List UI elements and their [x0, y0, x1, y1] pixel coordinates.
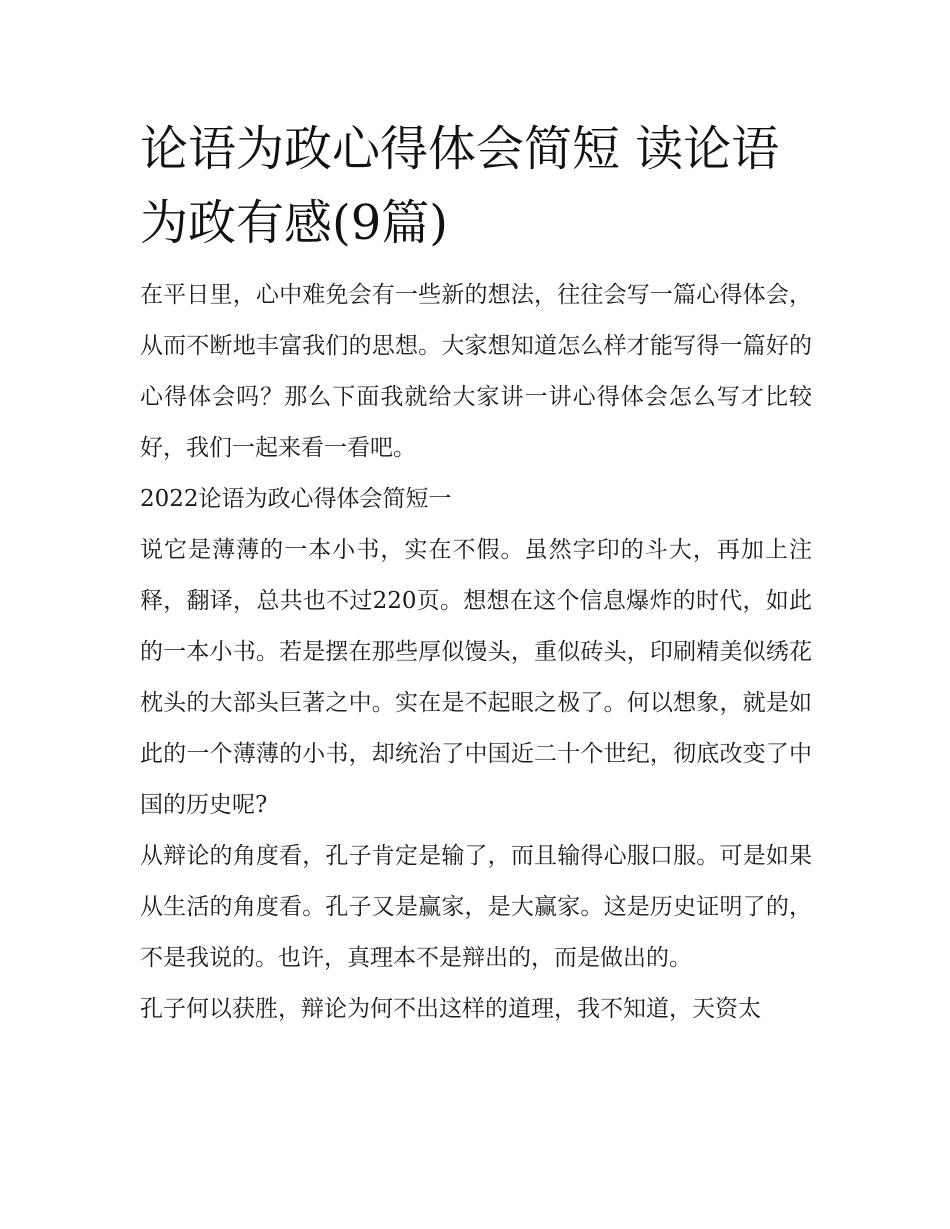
- document-body: [140, 112, 812, 1035]
- paragraph-confucius-victory: 孔子何以获胜，辩论为何不出这样的道理，我不知道，天资太: [140, 996, 761, 1022]
- paragraph-book-description: 说它是薄薄的一本小书，实在不假。虽然字印的斗大，再加上注释，翻译，总共也不过220页。想想在这个信息爆炸的时代，如此的一本小书。若是摆在那些厚似馒头，重似砖头，印刷精美似绣花枕头的大部头巨著之中。实在是不起眼之极了。何以想象，就是如此的一个薄薄的小书，却统治了中国近二十个世纪，彻底改变了中国的历史呢?: [140, 537, 812, 818]
- paragraph-debate: 从辩论的角度看，孔子肯定是输了，而且输得心服口服。可是如果从生活的角度看。孔子又是赢家，是大赢家。这是历史证明了的，不是我说的。也许，真理本不是辩出的，而是做出的。: [140, 843, 812, 971]
- document-title: 论语为政心得体会简短 读论语为政有感(9篇): [140, 121, 780, 251]
- section-heading: 2022论语为政心得体会简短一: [140, 486, 452, 512]
- paragraph-intro: 在平日里，心中难免会有一些新的想法，往往会写一篇心得体会，从而不断地丰富我们的思想。大家想知道怎么样才能写得一篇好的心得体会吗？那么下面我就给大家讲一讲心得体会怎么写才比较好，我们一起来看一看吧。: [140, 282, 812, 461]
